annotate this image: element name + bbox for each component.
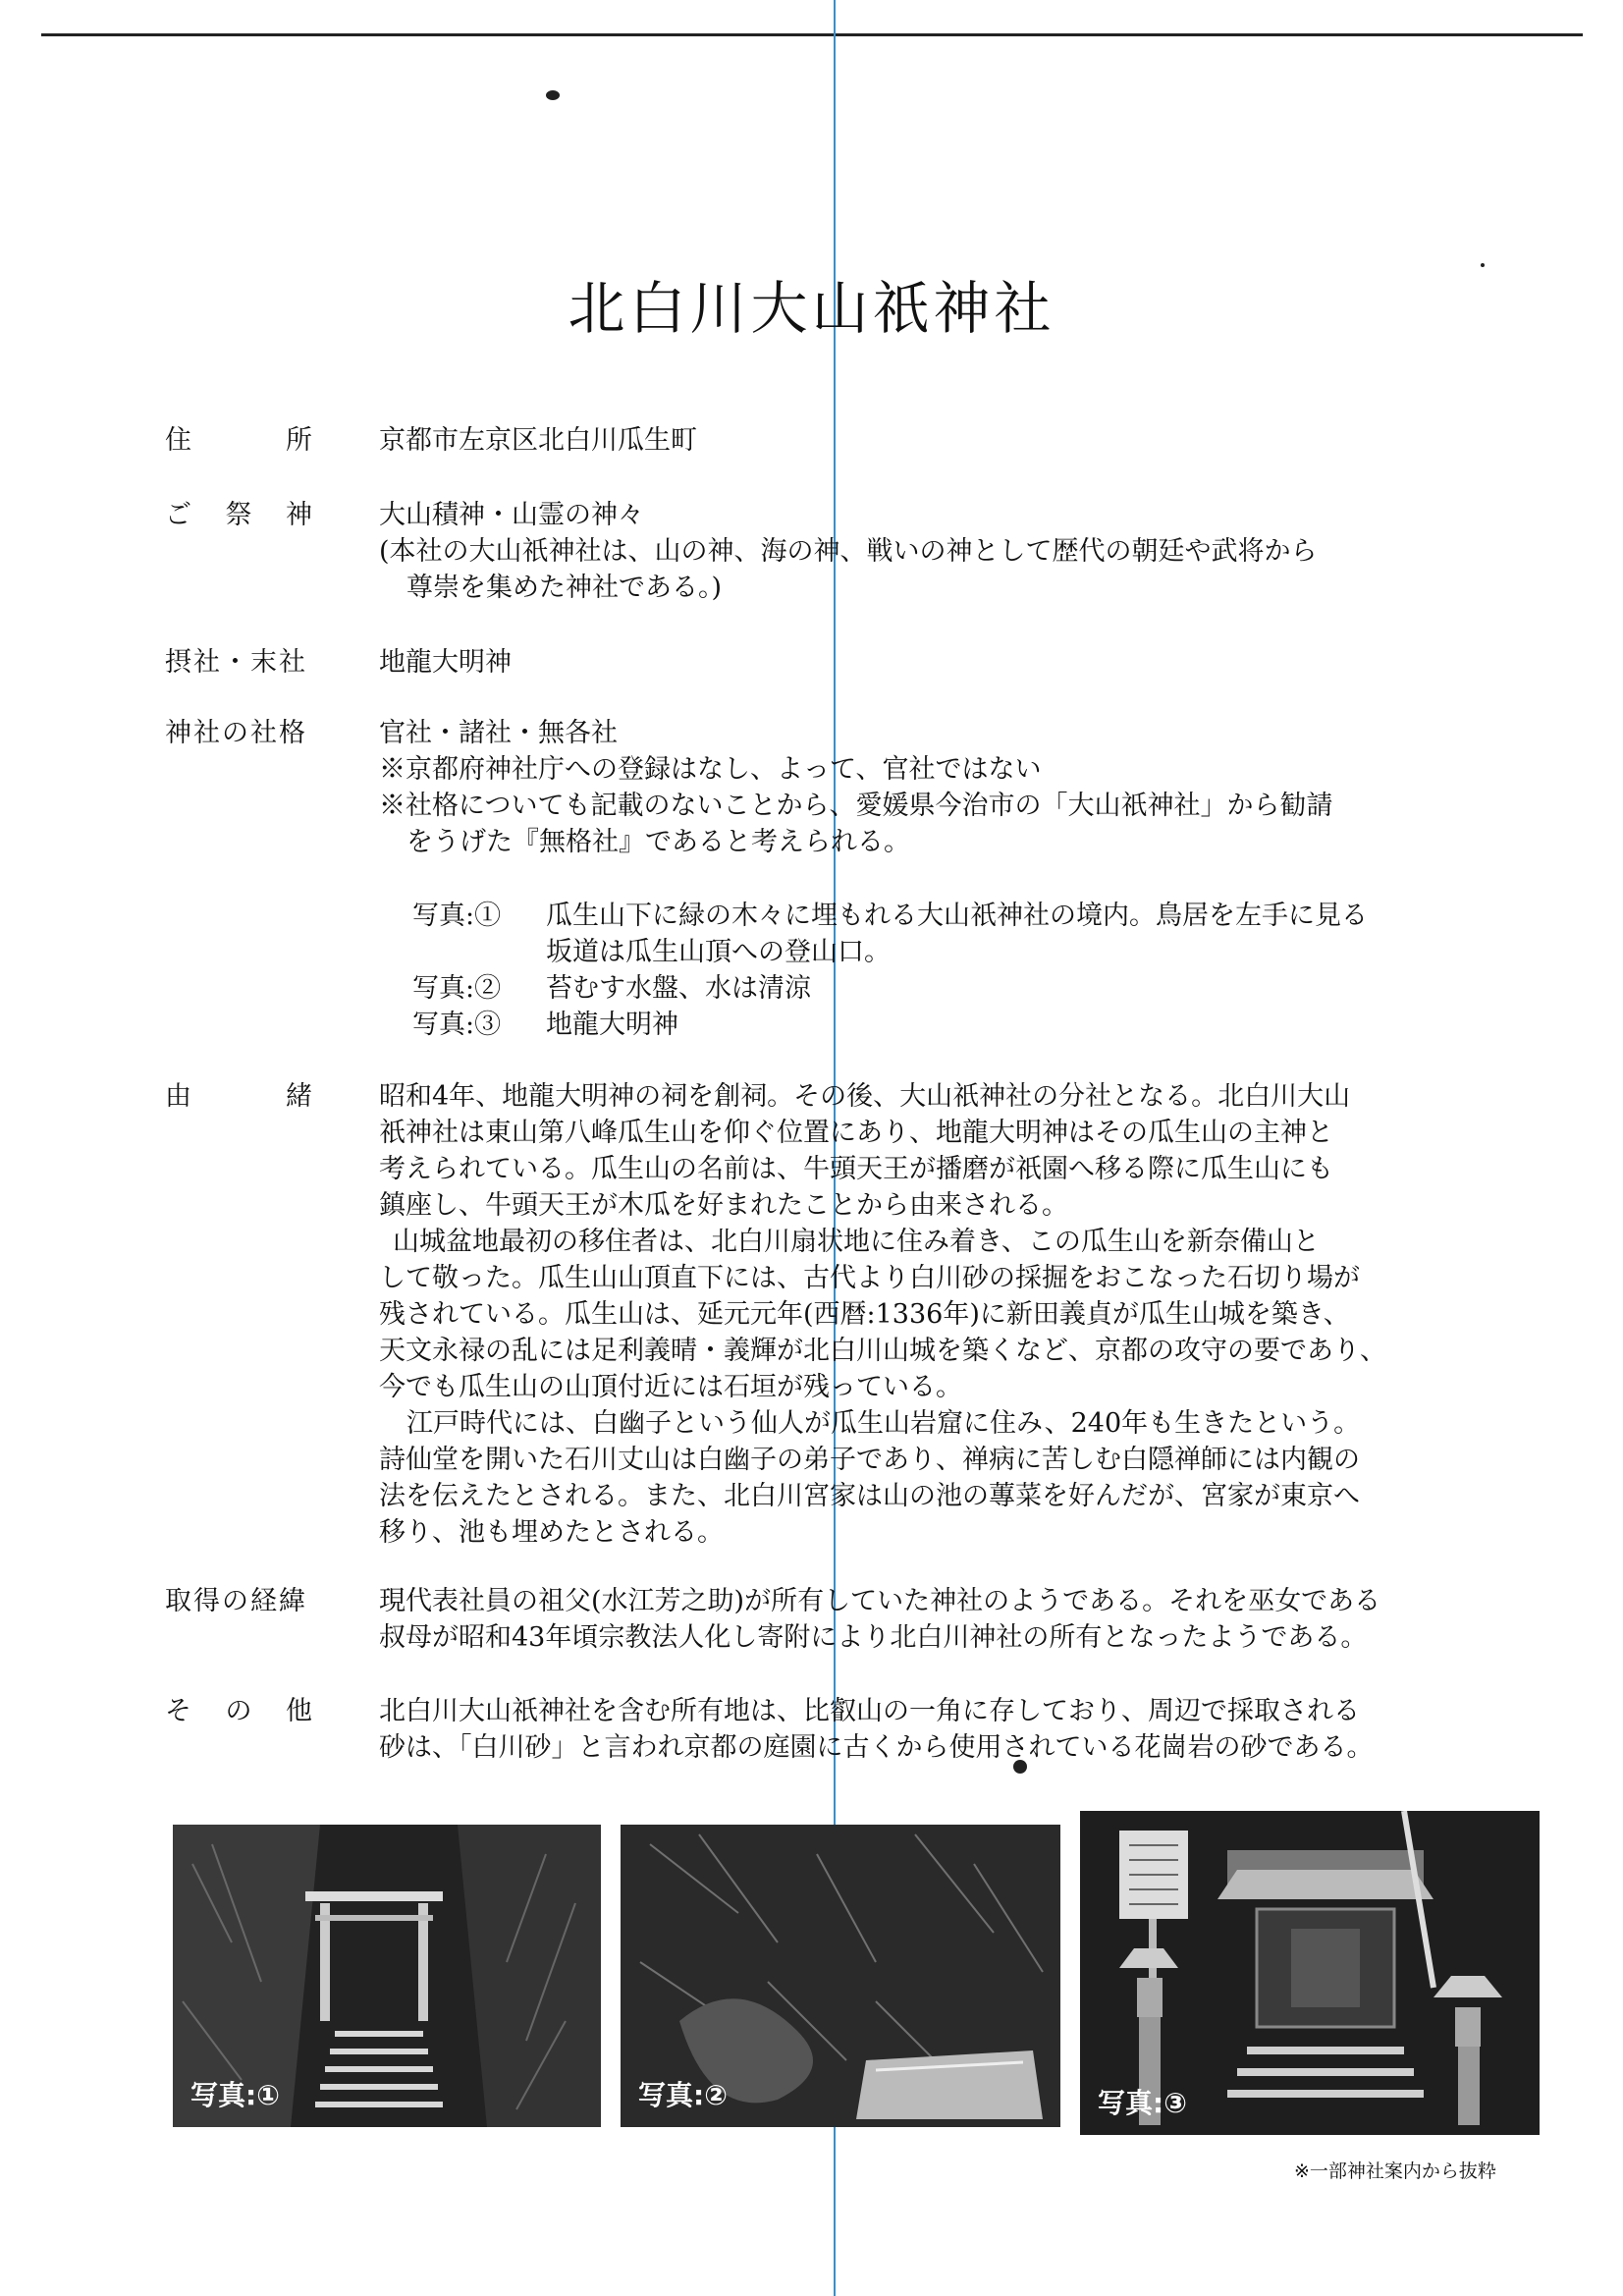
photo-note (379, 970, 1518, 1007)
origin-line: 法を伝えたとされる。また、北白川宮家は山の池の蓴菜を好んだが、宮家が東京へ (379, 1481, 1360, 1511)
label-char: そ (165, 1696, 191, 1726)
origin-label (165, 1078, 312, 1115)
deities-label (165, 497, 312, 533)
origin-line: 山城盆地最初の移住者は、北白川扇状地に住み着き、この瓜生山を新奈備山と (393, 1227, 1320, 1257)
other-line: 砂は、「白川砂」と言われ京都の庭園に古くから使用されている花崗岩の砂である。 (379, 1732, 1374, 1763)
address-label (165, 422, 312, 459)
label-char: 緒 (286, 1081, 312, 1112)
label-char: 住 (165, 425, 191, 456)
deities-line: (本社の大山祇神社は、山の神、海の神、戦いの神として歴代の朝廷や武将から (379, 536, 1318, 567)
origin-line: 鎮座し、牛頭天王が木瓜を好まれたことから由来される。 (379, 1190, 1068, 1221)
origin-line: 祇神社は東山第八峰瓜生山を仰ぐ位置にあり、地龍大明神はその瓜生山の主神と (379, 1118, 1333, 1148)
photo-note-label: 写真:③ (412, 1010, 502, 1040)
photo-2-water-basin (621, 1825, 1060, 2127)
photo-note (379, 1007, 1518, 1043)
photo-caption: 写真:① (190, 2079, 280, 2111)
rank-line: ※社格についても記載のないことから、愛媛県今治市の「大山祇神社」から勧請 (379, 791, 1333, 821)
rank-label: 神社の社格 (165, 718, 307, 748)
acquisition-line: 現代表社員の祖父(水江芳之助)が所有していた神社のようである。それを巫女である (379, 1586, 1381, 1616)
acquisition-line: 叔母が昭和43年頃宗教法人化し寄附により北白川神社の所有となったようである。 (379, 1622, 1368, 1653)
photo-strip (0, 1825, 1623, 2139)
source-credit: ※一部神社案内から抜粋 (1294, 2160, 1496, 2182)
photo-caption: 写真:② (638, 2079, 728, 2111)
label-char: 由 (165, 1081, 191, 1112)
photo-1-shrine-path (173, 1825, 601, 2127)
label-char: ご (165, 500, 191, 530)
photo-note-text: 瓜生山下に緑の木々に埋もれる大山祇神社の境内。鳥居を左手に見る (546, 901, 1368, 931)
top-rule (41, 33, 1583, 36)
label-char: 神 (286, 500, 312, 530)
rank-line: 官社・諸社・無各社 (379, 718, 618, 748)
label-char: 他 (286, 1696, 312, 1726)
origin-line: 天文永禄の乱には足利義晴・義輝が北白川山城を築くなど、京都の攻守の要であり、 (379, 1336, 1386, 1366)
origin-line: 考えられている。瓜生山の名前は、牛頭天王が播磨が祇園へ移る際に瓜生山にも (379, 1154, 1333, 1184)
rank-line: をうげた『無格社』であると考えられる。 (406, 827, 910, 857)
other-line: 北白川大山祇神社を含む所有地は、比叡山の一角に存しており、周辺で採取される (379, 1696, 1360, 1726)
label-char: 所 (286, 425, 312, 456)
ink-speck (546, 90, 560, 100)
origin-line: 今でも瓜生山の山頂付近には石垣が残っている。 (379, 1372, 962, 1402)
other-label (165, 1693, 312, 1729)
deities-line: 大山積神・山霊の神々 (379, 500, 644, 530)
photo-note-label: 写真:① (412, 901, 502, 931)
origin-line: 江戸時代には、白幽子という仙人が瓜生山岩窟に住み、240年も生きたという。 (406, 1408, 1361, 1439)
page-title: 北白川大山祇神社 (568, 274, 1055, 342)
photo-3-chiryu-daimyojin (1080, 1811, 1540, 2135)
photo-note-text: 坂道は瓜生山頂への登山口。 (546, 937, 891, 967)
deities-line: 尊崇を集めた神社である。) (406, 573, 723, 603)
origin-line: 昭和4年、地龍大明神の祠を創祠。その後、大山祇神社の分社となる。北白川大山 (379, 1081, 1351, 1112)
origin-line: 残されている。瓜生山は、延元元年(西暦:1336年)に新田義貞が瓜生山城を築き、 (379, 1299, 1350, 1330)
rank-line: ※京都府神社庁への登録はなし、よって、官社ではない (379, 754, 1042, 785)
origin-line: 詩仙堂を開いた石川丈山は白幽子の弟子であり、禅病に苦しむ白隠禅師には内観の (379, 1445, 1360, 1475)
label-char: の (225, 1696, 252, 1726)
photo-note-text: 地龍大明神 (546, 1010, 678, 1040)
origin-line: して敬った。瓜生山山頂直下には、古代より白川砂の採掘をおこなった石切り場が (379, 1263, 1360, 1293)
label-char: 祭 (225, 500, 252, 530)
origin-line: 移り、池も埋めたとされる。 (379, 1517, 724, 1548)
address-value: 京都市左京区北白川瓜生町 (379, 425, 697, 456)
photo-caption: 写真:③ (1098, 2087, 1187, 2119)
photo-note (379, 898, 1518, 934)
photo-note-text: 苔むす水盤、水は清涼 (546, 973, 811, 1004)
subsidiary-label: 摂社・末社 (165, 647, 307, 678)
acquisition-label: 取得の経緯 (165, 1586, 307, 1616)
subsidiary-value: 地龍大明神 (379, 647, 512, 678)
photo-note-label: 写真:② (412, 973, 502, 1004)
